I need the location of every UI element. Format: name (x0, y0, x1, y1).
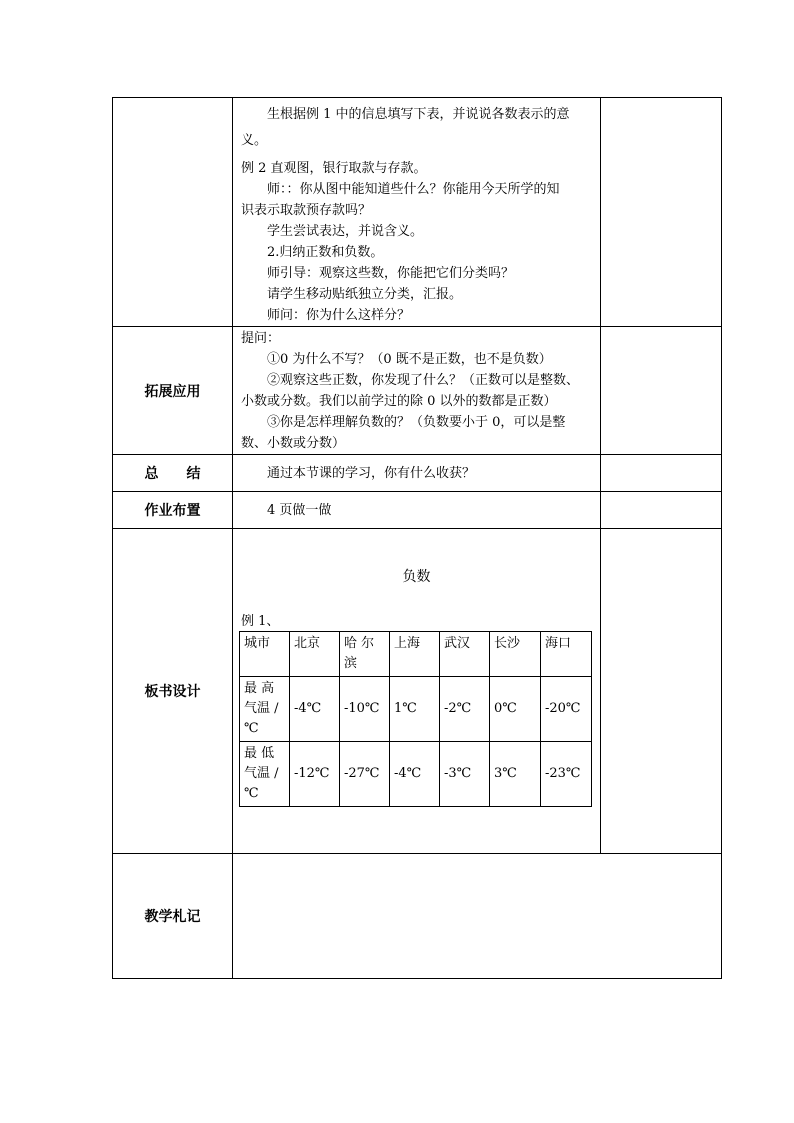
table-cell: 3℃ (490, 742, 541, 807)
table-row (240, 742, 592, 807)
summary-label: 总 结 (113, 455, 233, 492)
process-line: 请学生移动贴纸独立分类，汇报。 (267, 287, 463, 302)
process-line: 学生尝试表达，并说含义。 (267, 224, 424, 239)
homework-text: 4 页做一做 (267, 502, 332, 518)
temperature-table (239, 631, 592, 807)
notes-content (233, 854, 722, 979)
process-line: 师引导：观察这些数，你能把它们分类吗？ (267, 266, 515, 281)
table-header-cell: 哈 尔 滨 (340, 632, 390, 677)
extension-notes-cell (601, 327, 722, 455)
table-header-cell: 城市 (240, 632, 290, 677)
table-row (240, 677, 592, 742)
table-header-row (240, 632, 592, 677)
table-cell: -20℃ (541, 677, 592, 742)
extension-line: 小数或分数。我们以前学过的除 0 以外的数都是正数） (241, 394, 557, 409)
summary-text: 通过本节课的学习，你有什么收获？ (267, 465, 476, 481)
process-line: 2.归纳正数和负数。 (267, 245, 384, 260)
process-content (233, 98, 601, 327)
process-label (113, 98, 233, 327)
homework-notes-cell (601, 492, 722, 529)
process-line: 识表示取款预存款吗？ (241, 203, 372, 218)
table-cell: -12℃ (290, 742, 340, 807)
summary-row (113, 455, 722, 492)
homework-label: 作业布置 (113, 492, 233, 529)
board-label: 板书设计 (113, 529, 233, 854)
notes-row (113, 854, 722, 979)
process-line: 义。 (241, 133, 268, 148)
table-cell: 1℃ (390, 677, 440, 742)
table-header-cell: 北京 (290, 632, 340, 677)
board-row (113, 529, 722, 854)
table-header-cell: 海口 (541, 632, 592, 677)
board-content (233, 529, 601, 854)
process-notes-cell (601, 98, 722, 327)
lesson-plan-table (112, 97, 722, 979)
extension-line: ③你是怎样理解负数的？（负数要小于 0，可以是整 (267, 415, 566, 430)
table-cell: -23℃ (541, 742, 592, 807)
process-line: 师问：你为什么这样分？ (267, 308, 411, 323)
extension-line: 提问： (241, 331, 281, 346)
board-title: 负数 (402, 569, 431, 585)
process-line: 师：：你从图中能知道些什么？你能用今天所学的知 (267, 182, 560, 197)
board-example-label: 例 1、 (241, 614, 280, 629)
board-notes-cell (601, 529, 722, 854)
table-header-cell: 武汉 (440, 632, 490, 677)
table-cell: -4℃ (290, 677, 340, 742)
notes-label: 教学札记 (113, 854, 233, 979)
homework-row (113, 492, 722, 529)
extension-row (113, 327, 722, 455)
homework-content (233, 492, 601, 529)
extension-content (233, 327, 601, 455)
table-cell: -4℃ (390, 742, 440, 807)
table-cell: -27℃ (340, 742, 390, 807)
table-cell: -10℃ (340, 677, 390, 742)
table-cell: -3℃ (440, 742, 490, 807)
table-row-label: 最 高 气温 / ℃ (240, 677, 290, 742)
table-header-cell: 长沙 (490, 632, 541, 677)
table-header-cell: 上海 (390, 632, 440, 677)
summary-content (233, 455, 601, 492)
process-row (113, 98, 722, 327)
extension-label: 拓展应用 (113, 327, 233, 455)
table-row-label: 最 低 气温 / ℃ (240, 742, 290, 807)
process-line: 生根据例 1 中的信息填写下表，并说说各数表示的意 (267, 107, 570, 122)
extension-line: ②观察这些正数，你发现了什么？（正数可以是整数、 (267, 373, 580, 388)
process-line: 例 2 直观图，银行取款与存款。 (241, 161, 427, 176)
extension-line: 数、小数或分数） (241, 436, 346, 451)
extension-line: ①0 为什么不写？（0 既不是正数，也不是负数） (267, 352, 552, 367)
summary-notes-cell (601, 455, 722, 492)
table-cell: 0℃ (490, 677, 541, 742)
table-cell: -2℃ (440, 677, 490, 742)
